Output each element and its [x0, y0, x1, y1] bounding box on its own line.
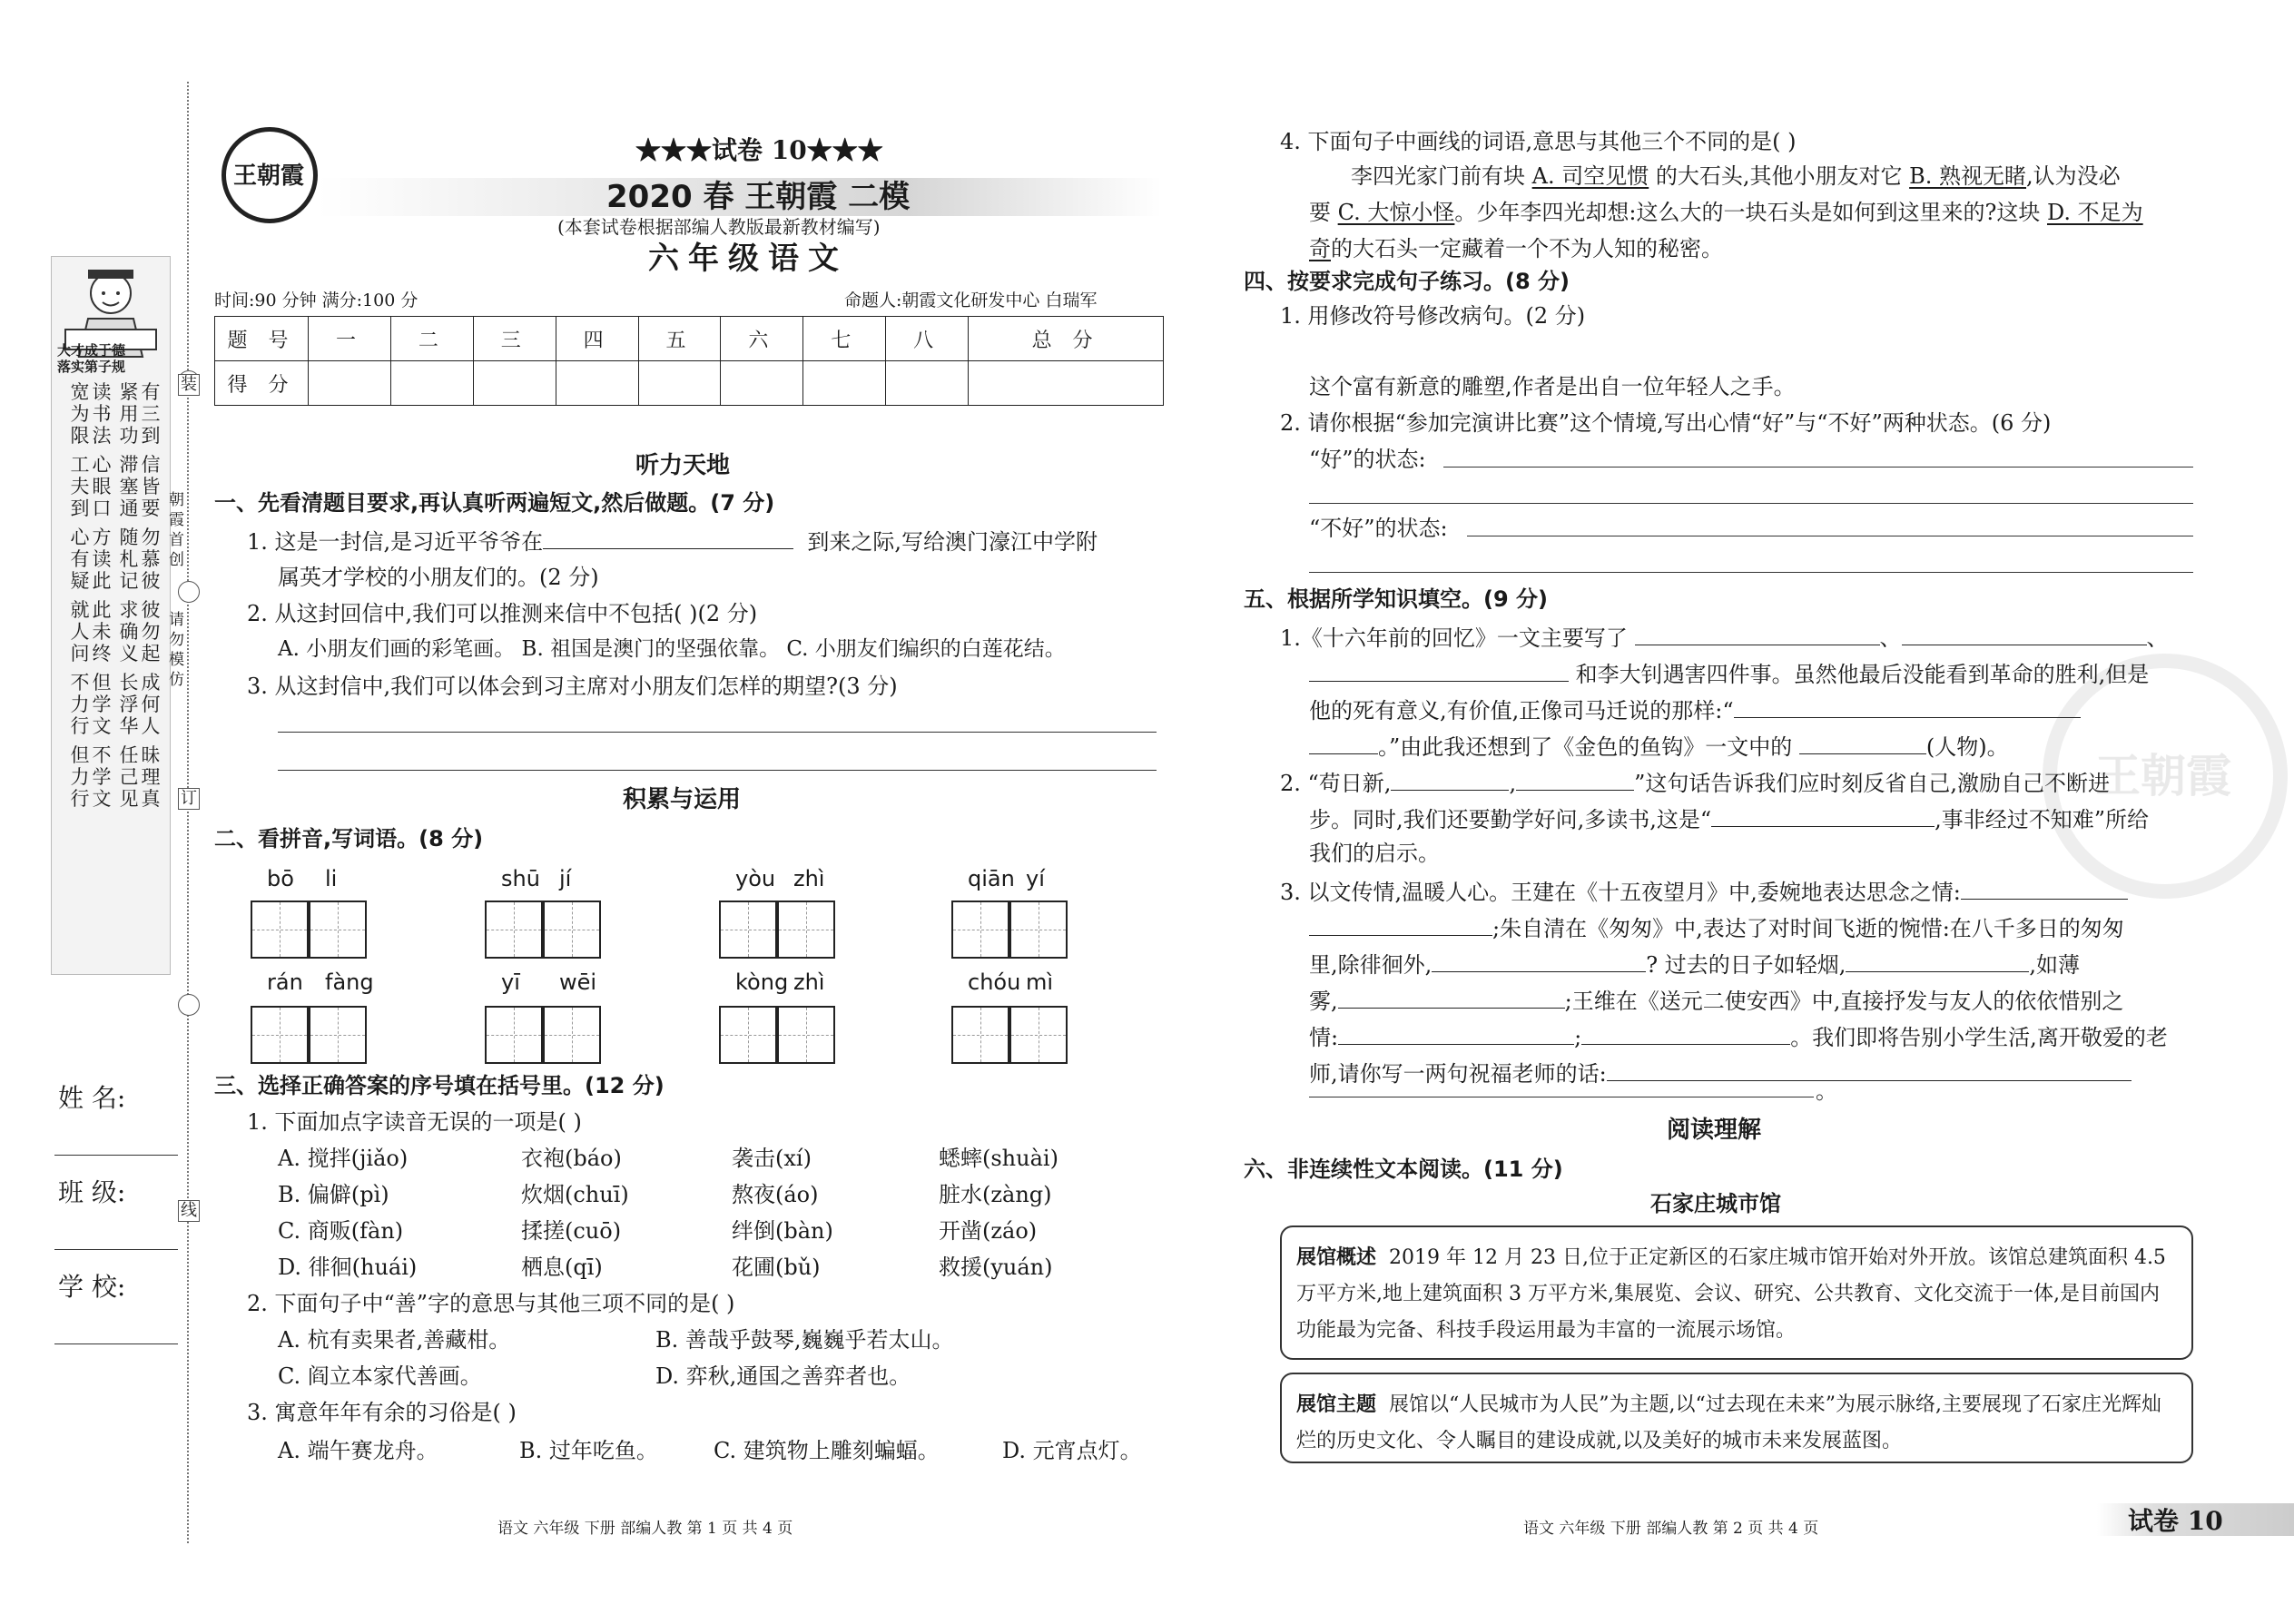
- answer-blank[interactable]: [1338, 1024, 1574, 1045]
- pronunciation-option: 开凿(záo): [939, 1218, 1038, 1244]
- answer-blank[interactable]: [1607, 1060, 2132, 1081]
- section-heading: 阅读理解: [1667, 1117, 1762, 1144]
- score-cell: 一: [309, 317, 391, 361]
- q-part: ;朱自清在《匆匆》中,表达了对时间飞逝的惋惜:在八千多日的匆匆: [1492, 916, 2124, 941]
- answer-blank[interactable]: [1799, 733, 1926, 754]
- character-writing-box[interactable]: [485, 1006, 543, 1064]
- answer-blank[interactable]: [1516, 770, 1634, 791]
- motto-column: 工夫到: [70, 454, 90, 519]
- character-writing-box[interactable]: [1009, 901, 1068, 959]
- motto-column: 彼勿起: [141, 599, 161, 664]
- question-text: [1309, 1060, 2132, 1085]
- answer-blank[interactable]: [1309, 733, 1378, 754]
- score-input-row: [215, 361, 1164, 406]
- school-label: 学 校:: [58, 1272, 126, 1302]
- name-line: [54, 1155, 178, 1156]
- pinyin-syllable: yòu: [735, 866, 776, 891]
- score-cell: 四: [556, 317, 638, 361]
- motto-column: 此未终: [92, 599, 112, 664]
- page-footer: 语文 六年级 下册 部编人教 第 2 页 共 4 页: [1523, 1520, 1819, 1538]
- answer-blank[interactable]: [1338, 988, 1565, 1009]
- score-input[interactable]: [556, 361, 638, 406]
- motto-column: 读书法: [92, 381, 112, 447]
- museum-title: 石家庄城市馆: [1650, 1191, 1781, 1216]
- logo-text: 王朝霞: [233, 162, 305, 190]
- motto-column: 不力行: [70, 672, 90, 737]
- character-writing-box[interactable]: [309, 1006, 367, 1064]
- page-footer: 语文 六年级 下册 部编人教 第 1 页 共 4 页: [497, 1520, 793, 1538]
- motto-column: 但学文: [92, 672, 112, 737]
- question-title: 三、选择正确答案的序号填在括号里。(12 分): [214, 1073, 665, 1098]
- question-text: [247, 528, 1098, 553]
- motto-column: 求确义: [119, 599, 139, 664]
- question-title: 二、看拼音,写词语。(8 分): [214, 826, 484, 851]
- exam-title: 2020 春 王朝霞 二模: [606, 179, 911, 215]
- answer-blank[interactable]: [1711, 806, 1935, 827]
- character-writing-box[interactable]: [251, 901, 309, 959]
- character-writing-box[interactable]: [543, 901, 601, 959]
- cut-mark: 装: [178, 374, 200, 396]
- character-writing-box[interactable]: [309, 901, 367, 959]
- score-table: [214, 316, 1164, 406]
- side-mark: 请勿模仿: [169, 611, 184, 689]
- option: A. 杭有卖果者,善藏柑。: [278, 1327, 511, 1353]
- option: C. 阎立本家代善画。: [278, 1363, 482, 1389]
- q-part: 他的死有意义,有价值,正像司马迁说的那样:“: [1309, 698, 1734, 723]
- q-part: 。”由此我还想到了《金色的鱼钩》一文中的: [1378, 734, 1793, 760]
- character-writing-box[interactable]: [719, 1006, 777, 1064]
- time-score: 时间:90 分钟 满分:100 分: [214, 290, 418, 310]
- q-part: 。我们即将告别小学生活,离开敬爱的老: [1790, 1025, 2168, 1050]
- question-text: [1309, 915, 2124, 940]
- pinyin-syllable: bō: [267, 866, 294, 891]
- character-writing-box[interactable]: [719, 901, 777, 959]
- question-text: 1.《十六年前的回忆》一文主要写了 、 、: [1280, 625, 2169, 651]
- question-text: 2. 请你根据“参加完演讲比赛”这个情境,写出心情“好”与“不好”两种状态。(6 分): [1280, 410, 2052, 436]
- q-part: ,如薄: [2029, 952, 2081, 978]
- brand-logo: [222, 127, 318, 223]
- score-cell: 八: [886, 317, 969, 361]
- info-box-label: 展馆主题: [1296, 1393, 1377, 1416]
- pronunciation-option: C. 商贩(fàn): [278, 1218, 404, 1244]
- underlined-word: D. 不足为: [2047, 200, 2143, 225]
- question-title: 一、先看清题目要求,再认真听两遍短文,然后做题。(7 分): [214, 490, 775, 516]
- pronunciation-option: 救援(yuán): [939, 1255, 1053, 1280]
- motto-column: 心有疑: [70, 527, 90, 592]
- answer-line[interactable]: [1443, 467, 2193, 468]
- question-text: [1309, 951, 2080, 976]
- motto-column: 昧理真: [141, 744, 161, 810]
- pinyin-syllable: fàng: [325, 969, 374, 995]
- question-text: [1309, 697, 2081, 722]
- pronunciation-option: 花圃(bǔ): [732, 1255, 821, 1280]
- subject-title: 六年级语文: [648, 241, 848, 277]
- info-box-overview: [1280, 1225, 2193, 1360]
- pronunciation-option: D. 徘徊(huái): [278, 1255, 418, 1280]
- score-input[interactable]: [390, 361, 473, 406]
- corner-label: 试卷 10: [2128, 1506, 2223, 1536]
- answer-blank[interactable]: [543, 528, 793, 549]
- option: B. 善哉乎鼓琴,巍巍乎若太山。: [655, 1327, 954, 1353]
- q-part: 。少年李四光却想:这么大的一块石头是如何到这里来的?这块: [1454, 200, 2047, 225]
- question-text: [1351, 165, 2121, 187]
- score-cell: 五: [638, 317, 721, 361]
- motto-line: 落实第子规: [57, 359, 126, 375]
- q-part: 1.《十六年前的回忆》一文主要写了: [1280, 625, 1628, 651]
- underlined-word: A. 司空见惯: [1531, 163, 1649, 189]
- character-writing-box[interactable]: [777, 901, 835, 959]
- answer-blank[interactable]: [1432, 951, 1646, 972]
- question-text: 4. 下面句子中画线的词语,意思与其他三个不同的是( ): [1280, 129, 1797, 154]
- motto-line: 大才成于德: [57, 342, 126, 359]
- pinyin-syllable: qiān: [968, 866, 1015, 891]
- q-part: 1. 这是一封信,是习近平爷爷在: [247, 529, 544, 555]
- score-cell: 得 分: [215, 361, 309, 406]
- question-text: 2. 下面句子中“善”字的意思与其他三项不同的是( ): [247, 1291, 735, 1316]
- question-text: 3. 从这封信中,我们可以体会到习主席对小朋友们怎样的期望?(3 分): [247, 674, 898, 699]
- motto-column: 信皆要: [141, 454, 161, 519]
- option: C. 建筑物上雕刻蝙蝠。: [714, 1438, 940, 1463]
- cut-mark: 线: [178, 1200, 200, 1222]
- question-text: [1309, 988, 2123, 1012]
- q-part: 情:: [1309, 1025, 1339, 1050]
- question-text: 1. 下面加点字读音无误的一项是( ): [247, 1109, 582, 1135]
- score-input[interactable]: [638, 361, 721, 406]
- underlined-word: C. 大惊小怪: [1337, 200, 1455, 225]
- q-part: 3. 以文传情,温暖人心。王建在《十五夜望月》中,委婉地表达思念之情:: [1280, 880, 1961, 905]
- motto-column: 勿慕彼: [141, 527, 161, 592]
- q-part: 2. “苟日新,: [1280, 771, 1392, 796]
- good-state-label: “好”的状态:: [1309, 447, 1426, 472]
- answer-blank[interactable]: [1635, 625, 1880, 645]
- character-writing-box[interactable]: [485, 901, 543, 959]
- character-writing-box[interactable]: [951, 1006, 1009, 1064]
- pinyin-syllable: shū: [501, 866, 540, 891]
- school-line: [54, 1343, 178, 1344]
- pinyin-syllable: zhì: [793, 969, 825, 995]
- motto-column: 长浮华: [119, 672, 139, 737]
- character-writing-box[interactable]: [251, 1006, 309, 1064]
- score-input[interactable]: [969, 361, 1164, 406]
- q-part: 步。同时,我们还要勤学好问,多读书,这是“: [1309, 807, 1712, 832]
- score-input[interactable]: [721, 361, 803, 406]
- answer-blank[interactable]: [1846, 951, 2029, 972]
- answer-blank[interactable]: [1391, 770, 1509, 791]
- answer-line[interactable]: [278, 770, 1157, 771]
- pronunciation-option: 炊烟(chuī): [521, 1182, 629, 1207]
- question-text: 属英才学校的小朋友们的。(2 分): [278, 565, 599, 590]
- pronunciation-option: A. 搅拌(jiǎo): [278, 1146, 409, 1171]
- score-input[interactable]: [473, 361, 556, 406]
- pinyin-syllable: zhì: [793, 866, 825, 891]
- pronunciation-option: 脏水(zàng): [939, 1182, 1052, 1207]
- motto-column: 有三到: [141, 381, 161, 447]
- pronunciation-option: 绊倒(bàn): [732, 1218, 833, 1244]
- q-part: 雾,: [1309, 989, 1338, 1014]
- pinyin-syllable: jí: [559, 866, 572, 891]
- question-options: A. 小朋友们画的彩笔画。 B. 祖国是澳门的坚强依靠。 C. 小朋友们编织的白莲花结。: [278, 637, 1066, 661]
- question-text: [1309, 202, 2143, 223]
- period: 。: [1816, 1078, 1837, 1104]
- class-line: [54, 1249, 178, 1250]
- score-cell: 六: [721, 317, 803, 361]
- info-box-theme: [1280, 1373, 2193, 1463]
- option: D. 元宵点灯。: [1002, 1438, 1142, 1463]
- motto-column: 不学文: [92, 744, 112, 810]
- q-part: 里,除徘徊外,: [1309, 952, 1433, 978]
- question-text: 2. 从这封回信中,我们可以推测来信中不包括( )(2 分): [247, 601, 758, 626]
- q-part: 李四光家门前有块: [1351, 163, 1532, 189]
- info-box-text: 展馆以“人民城市为人民”为主题,以“过去现在未来”为展示脉络,主要展现了石家庄光辉灿烂的历史文化、令人瞩目的建设成就,以及美好的城市未来发展蓝图。: [1296, 1393, 2161, 1452]
- answer-blank[interactable]: [1309, 661, 1569, 682]
- pronunciation-option: 熬夜(áo): [732, 1182, 819, 1207]
- cut-mark: 订: [178, 788, 200, 810]
- info-box-text: 2019 年 12 月 23 日,位于正定新区的石家庄城市馆开始对外开放。该馆总建筑面积 4.5 万平方米,地上建筑面积 3 万平方米,集展览、会议、研究、公共教育、文化交流于一体,是目前国内功能最为完备、科技手段运用最为丰富的一流展示场馆。: [1296, 1246, 2166, 1342]
- motto-column: 宽为限: [70, 381, 90, 447]
- motto-column: 紧用功: [119, 381, 139, 447]
- motto-column: 成何人: [141, 672, 161, 737]
- author-line: 命题人:朝霞文化研发中心 白瑞军: [844, 290, 1098, 310]
- pronunciation-option: 衣袍(báo): [521, 1146, 622, 1171]
- answer-blank[interactable]: [1961, 879, 2128, 900]
- question-text: 2. “苟日新, , ”这句话告诉我们应时刻反省自己,激励自己不断进: [1280, 771, 2110, 796]
- q-part: 到来之际,写给澳门濠江中学附: [807, 529, 1098, 555]
- pronunciation-option: 袭击(xí): [732, 1146, 812, 1171]
- motto-column: 就人问: [70, 599, 90, 664]
- answer-blank[interactable]: [1581, 1024, 1790, 1045]
- score-input[interactable]: [803, 361, 886, 406]
- pronunciation-option: 栖息(qī): [521, 1255, 603, 1280]
- score-cell: 总 分: [969, 317, 1164, 361]
- option: B. 过年吃鱼。: [519, 1438, 658, 1463]
- pinyin-syllable: kòng: [735, 969, 789, 995]
- question-text: 3. 寓意年年有余的习俗是( ): [247, 1400, 517, 1425]
- question-text: [1280, 879, 2128, 903]
- underlined-word: B. 熟视无睹: [1909, 163, 2027, 189]
- question-text: 情: ; 。我们即将告别小学生活,离开敬爱的老: [1309, 1025, 2168, 1050]
- motto-column: 随札记: [119, 527, 139, 592]
- name-label: 姓 名:: [58, 1083, 126, 1113]
- score-input[interactable]: [886, 361, 969, 406]
- side-mark: 朝霞首创: [169, 491, 184, 569]
- question-title: 五、根据所学知识填空。(9 分): [1244, 586, 1548, 612]
- section-heading: 听力天地: [635, 452, 731, 479]
- score-cell: 二: [390, 317, 473, 361]
- motto-column: 方读此: [92, 527, 112, 592]
- pinyin-syllable: wēi: [559, 969, 597, 995]
- score-cell: 七: [803, 317, 886, 361]
- bad-state-label: “不好”的状态:: [1309, 516, 1448, 541]
- score-cell: 三: [473, 317, 556, 361]
- pinyin-syllable: yī: [501, 969, 520, 995]
- binding-hole: [178, 994, 200, 1016]
- exam-number: ★★★试卷 10★★★: [635, 135, 883, 165]
- motto-column: 滞塞通: [119, 454, 139, 519]
- q-part: 的大石头一定藏着一个不为人知的秘密。: [1331, 236, 1723, 261]
- question-title: 六、非连续性文本阅读。(11 分): [1244, 1156, 1563, 1182]
- class-label: 班 级:: [58, 1177, 126, 1207]
- question-text: [1309, 238, 1723, 260]
- motto-column: 但力行: [70, 744, 90, 810]
- option: D. 弈秋,通国之善弈者也。: [655, 1363, 911, 1389]
- score-cell: 题 号: [215, 317, 309, 361]
- character-writing-box[interactable]: [951, 901, 1009, 959]
- pinyin-syllable: chóu: [968, 969, 1021, 995]
- q-part: 的大石头,其他小朋友对它: [1649, 163, 1910, 189]
- character-writing-box[interactable]: [543, 1006, 601, 1064]
- question-text: [1309, 806, 2149, 831]
- q-part: (人物)。: [1925, 734, 2009, 760]
- q-part: ,事非经过不知难”所给: [1935, 807, 2150, 832]
- underlined-word: 奇: [1309, 236, 1331, 261]
- q-part: 要: [1309, 200, 1338, 225]
- answer-line[interactable]: [1309, 503, 2193, 504]
- character-writing-box[interactable]: [1009, 1006, 1068, 1064]
- answer-line[interactable]: [1309, 572, 2193, 573]
- question-text: 1. 用修改符号修改病句。(2 分): [1280, 303, 1586, 329]
- pinyin-syllable: rán: [267, 969, 303, 995]
- pinyin-syllable: mì: [1026, 969, 1054, 995]
- option: A. 端午赛龙舟。: [278, 1438, 438, 1463]
- section-heading: 积累与运用: [623, 786, 742, 813]
- binding-cut-line: [187, 82, 189, 1543]
- score-input[interactable]: [309, 361, 391, 406]
- binding-hole: [178, 581, 200, 603]
- motto-column: 心眼口: [92, 454, 112, 519]
- exam-subtitle: (本套试卷根据部编人教版最新教材编写): [557, 216, 881, 238]
- pronunciation-option: 蟋蟀(shuài): [939, 1146, 1058, 1171]
- question-text: [1309, 733, 2009, 758]
- q-part: ”这句话告诉我们应时刻反省自己,激励自己不断进: [1634, 771, 2110, 796]
- answer-line[interactable]: [278, 732, 1157, 733]
- character-writing-box[interactable]: [777, 1006, 835, 1064]
- question-text: 这个富有新意的雕塑,作者是出自一位年轻人之手。: [1309, 374, 1796, 399]
- q-part: 和李大钊遇害四件事。虽然他最后没能看到革命的胜利,但是: [1575, 662, 2150, 687]
- pronunciation-option: B. 偏僻(pì): [278, 1182, 389, 1207]
- pinyin-syllable: yí: [1026, 866, 1045, 891]
- q-part: ,认为没必: [2026, 163, 2121, 189]
- answer-blank[interactable]: [1902, 625, 2147, 645]
- question-text: [1309, 661, 2149, 685]
- q-part: ? 过去的日子如轻烟,: [1646, 952, 1846, 978]
- motto-column: 任己见: [119, 744, 139, 810]
- question-text: 我们的启示。: [1309, 841, 1440, 866]
- score-header-row: [215, 317, 1164, 361]
- pronunciation-option: 揉搓(cuō): [521, 1218, 622, 1244]
- stamp-text: 王朝霞: [2095, 749, 2231, 802]
- q-part: ;王维在《送元二使安西》中,直接抒发与友人的依依惜别之: [1564, 989, 2124, 1014]
- pinyin-syllable: li: [325, 866, 338, 891]
- answer-blank[interactable]: [1309, 915, 1492, 936]
- info-box-label: 展馆概述: [1296, 1246, 1377, 1269]
- q-part: 师,请你写一两句祝福老师的话:: [1309, 1061, 1607, 1087]
- question-title: 四、按要求完成句子练习。(8 分): [1244, 269, 1570, 294]
- answer-blank[interactable]: [1734, 697, 2081, 718]
